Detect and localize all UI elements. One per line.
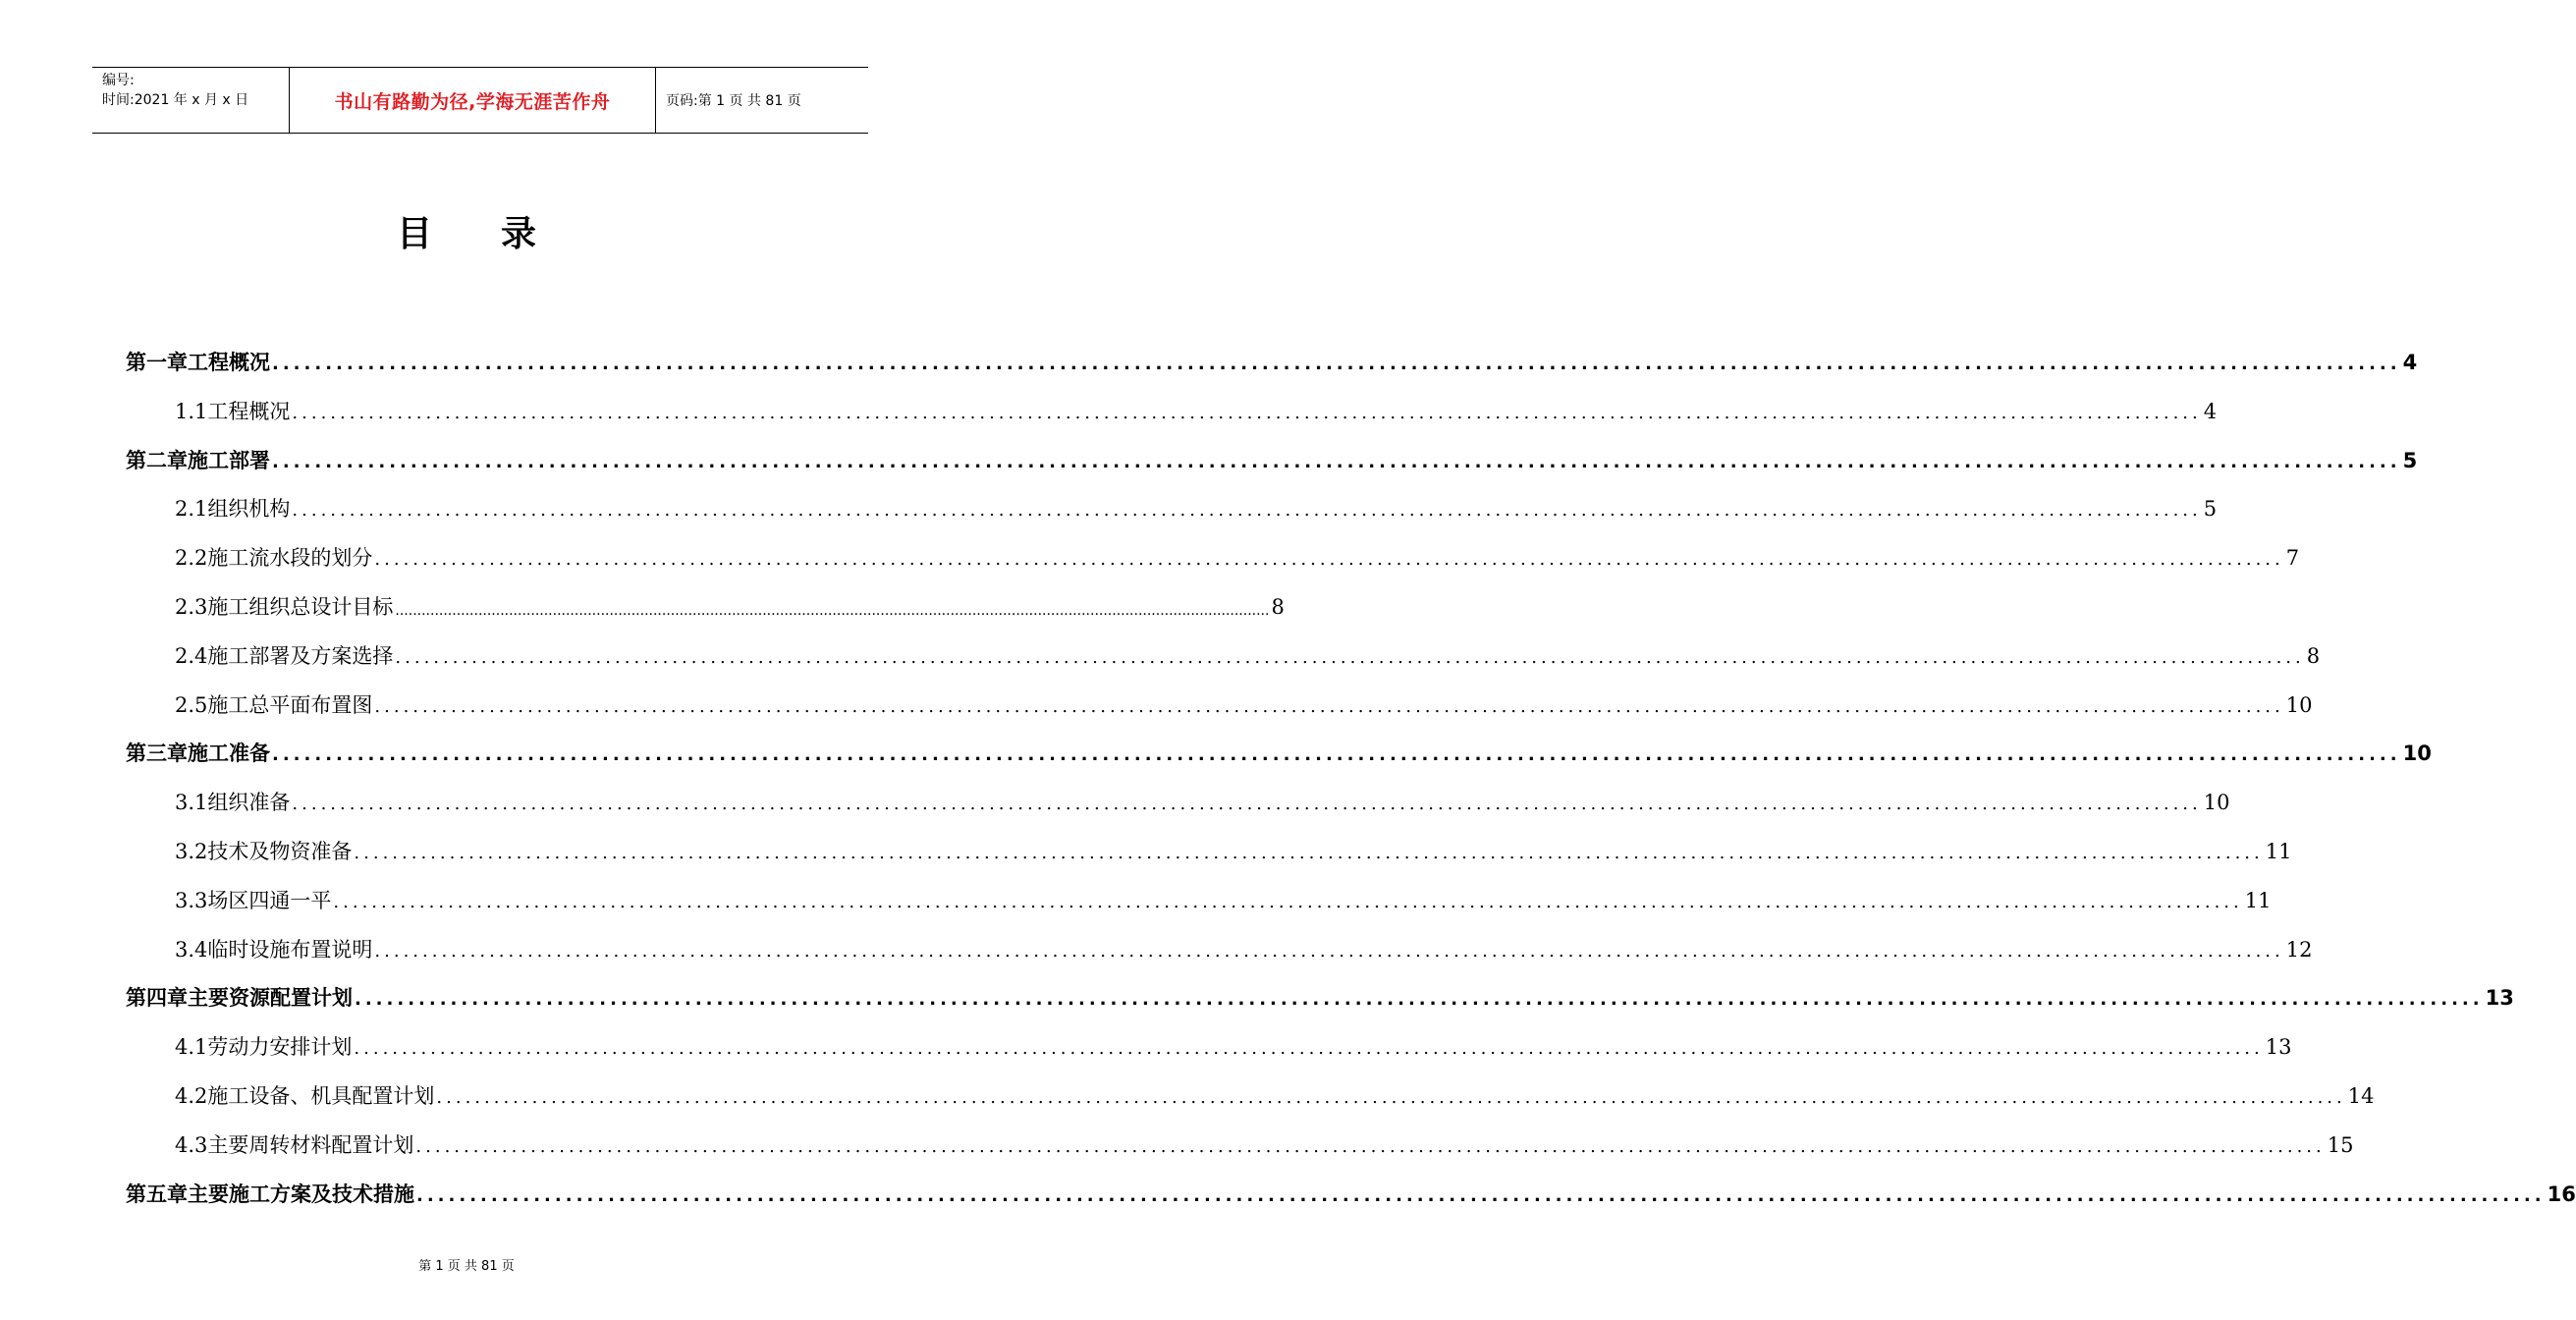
toc-entry-number: 4.3 xyxy=(175,1132,208,1157)
toc-entry-title: 施工流水段的划分 xyxy=(207,546,373,571)
toc-leader-dots: ........................................................................................................................................................................................................ xyxy=(374,695,2284,717)
toc-leader-dots: ........................................................................................................................................................................................................ xyxy=(272,354,2401,374)
toc-page-number: 11 xyxy=(2265,840,2292,863)
toc-chapter-entry[interactable] xyxy=(126,334,2418,374)
toc-leader-dots: ........................................................................................................................................................................................................ xyxy=(395,646,2305,668)
toc-entry-title: 临时设施布置说明 xyxy=(207,937,373,962)
toc-page-number: 16 xyxy=(2547,1182,2576,1206)
header-motto: 书山有路勤为径,学海无涯苦作舟 xyxy=(334,90,611,113)
toc-page-number: 10 xyxy=(2402,742,2432,766)
toc-leader-dots: ........................................................................................................................................................................................................ xyxy=(354,1038,2264,1060)
toc-entry-number: 2.2 xyxy=(175,546,208,571)
toc-chapter-entry[interactable] xyxy=(126,969,2514,1011)
toc-entry-title: 组织准备 xyxy=(207,791,291,815)
toc-leader-dots: ........................................................................................................................................................................................................ xyxy=(272,451,2401,472)
toc-page-number: 10 xyxy=(2285,692,2313,717)
toc-entry-number: 3.3 xyxy=(175,888,208,912)
toc-entry-number: 第二章 xyxy=(126,448,188,472)
toc-section-entry[interactable] xyxy=(175,578,1285,619)
toc-entry-title: 施工组织总设计目标 xyxy=(207,595,394,619)
toc-page-number: 10 xyxy=(2203,791,2230,815)
toc-entry-number: 2.1 xyxy=(175,497,208,522)
toc-entry-number: 4.2 xyxy=(175,1084,208,1108)
toc-leader-dots: ........................................................................................................................................................................................................ xyxy=(416,1184,2546,1206)
toc-entry-number: 3.1 xyxy=(175,791,208,815)
toc-section-entry[interactable] xyxy=(175,774,2230,815)
toc-title-char-1: 目 xyxy=(396,214,432,254)
toc-page-number: 8 xyxy=(2306,643,2321,668)
toc-leader-dots: ........................................................................................................................................................................................................ xyxy=(395,603,1270,619)
page-header xyxy=(92,67,868,134)
toc-page-number: 15 xyxy=(2327,1132,2354,1157)
header-page-cell xyxy=(656,68,868,133)
toc-entry-title: 施工总平面布置图 xyxy=(207,692,373,717)
toc-entry-number: 第三章 xyxy=(126,742,188,766)
toc-leader-dots: ........................................................................................................................................................................................................ xyxy=(354,843,2264,863)
toc-page-number: 4 xyxy=(2402,351,2418,374)
toc-page-number: 14 xyxy=(2347,1084,2375,1108)
toc-section-entry[interactable] xyxy=(175,1117,2354,1157)
toc-page-number: 7 xyxy=(2285,546,2300,571)
toc-entry-number: 2.5 xyxy=(175,692,208,717)
toc-leader-dots: ........................................................................................................................................................................................................ xyxy=(415,1135,2326,1157)
toc-page-number: 13 xyxy=(2485,986,2514,1011)
toc-leader-dots: ........................................................................................................................................................................................................ xyxy=(436,1087,2346,1108)
page-footer: 第 1 页 共 81 页 xyxy=(418,1259,515,1274)
toc-entry-title: 施工准备 xyxy=(188,742,270,766)
toc-title-char-2: 录 xyxy=(501,214,537,254)
toc-entry-number: 3.4 xyxy=(175,937,208,962)
header-motto-cell xyxy=(290,68,656,133)
toc-entry-title: 技术及物资准备 xyxy=(207,840,353,863)
toc-section-entry[interactable] xyxy=(175,921,2313,962)
toc-leader-dots: ........................................................................................................................................................................................................ xyxy=(374,940,2284,962)
toc-section-entry[interactable] xyxy=(175,383,2218,423)
toc-entry-title: 主要施工方案及技术措施 xyxy=(188,1182,414,1206)
toc-entry-number: 4.1 xyxy=(175,1035,208,1060)
toc-chapter-entry[interactable] xyxy=(126,1166,2576,1206)
toc-entry-number: 第四章 xyxy=(126,986,188,1011)
toc-section-entry[interactable] xyxy=(175,872,2272,912)
toc-section-entry[interactable] xyxy=(175,529,2300,571)
toc-leader-dots: ........................................................................................................................................................................................................ xyxy=(333,891,2243,912)
toc-leader-dots: ........................................................................................................................................................................................................ xyxy=(355,989,2484,1011)
toc-leader-dots: ........................................................................................................................................................................................................ xyxy=(272,744,2401,766)
toc-entry-title: 劳动力安排计划 xyxy=(207,1035,353,1060)
document-time-label: 时间:2021 年 x 月 x 日 xyxy=(102,92,249,108)
header-meta-cell xyxy=(92,68,290,133)
toc-entry-number: 第五章 xyxy=(126,1182,188,1206)
toc-section-entry[interactable] xyxy=(175,823,2292,863)
toc-entry-title: 施工设备、机具配置计划 xyxy=(207,1084,435,1108)
toc-entry-number: 3.2 xyxy=(175,840,208,863)
toc-leader-dots: ........................................................................................................................................................................................................ xyxy=(292,500,2202,522)
toc-leader-dots: ........................................................................................................................................................................................................ xyxy=(292,794,2202,815)
toc-entry-number: 2.3 xyxy=(175,595,208,619)
toc-section-entry[interactable] xyxy=(175,677,2313,717)
toc-entry-title: 施工部署及方案选择 xyxy=(207,643,394,668)
toc-leader-dots: ........................................................................................................................................................................................................ xyxy=(374,549,2284,571)
toc-title xyxy=(0,206,933,256)
toc-entry-title: 主要周转材料配置计划 xyxy=(207,1132,414,1157)
toc-chapter-entry[interactable] xyxy=(126,432,2418,472)
toc-leader-dots: ........................................................................................................................................................................................................ xyxy=(292,402,2202,423)
toc-entry-title: 场区四通一平 xyxy=(207,888,332,912)
toc-page-number: 12 xyxy=(2285,937,2313,962)
toc-page-number: 8 xyxy=(1271,595,1285,619)
toc-entry-title: 组织机构 xyxy=(207,497,291,522)
document-number-label: 编号: xyxy=(102,73,135,88)
toc-page-number: 11 xyxy=(2244,888,2272,912)
toc-section-entry[interactable] xyxy=(175,1068,2375,1108)
toc-section-entry[interactable] xyxy=(175,480,2218,522)
toc-page-number: 4 xyxy=(2203,399,2218,423)
toc-section-entry[interactable] xyxy=(175,1018,2292,1060)
toc-entry-number: 1.1 xyxy=(175,399,208,423)
toc-entry-title: 工程概况 xyxy=(207,399,291,423)
toc-entry-title: 工程概况 xyxy=(188,351,270,374)
toc-entry-number: 第一章 xyxy=(126,351,188,374)
toc-page-number: 5 xyxy=(2203,497,2218,522)
header-page-info: 页码:第 1 页 共 81 页 xyxy=(666,93,801,109)
toc-page-number: 5 xyxy=(2402,448,2418,472)
toc-entry-number: 2.4 xyxy=(175,643,208,668)
toc-entry-title: 主要资源配置计划 xyxy=(188,986,353,1011)
toc-entry-title: 施工部署 xyxy=(188,448,270,472)
toc-chapter-entry[interactable] xyxy=(126,725,2432,766)
toc-section-entry[interactable] xyxy=(175,628,2321,668)
toc-page-number: 13 xyxy=(2265,1035,2292,1060)
